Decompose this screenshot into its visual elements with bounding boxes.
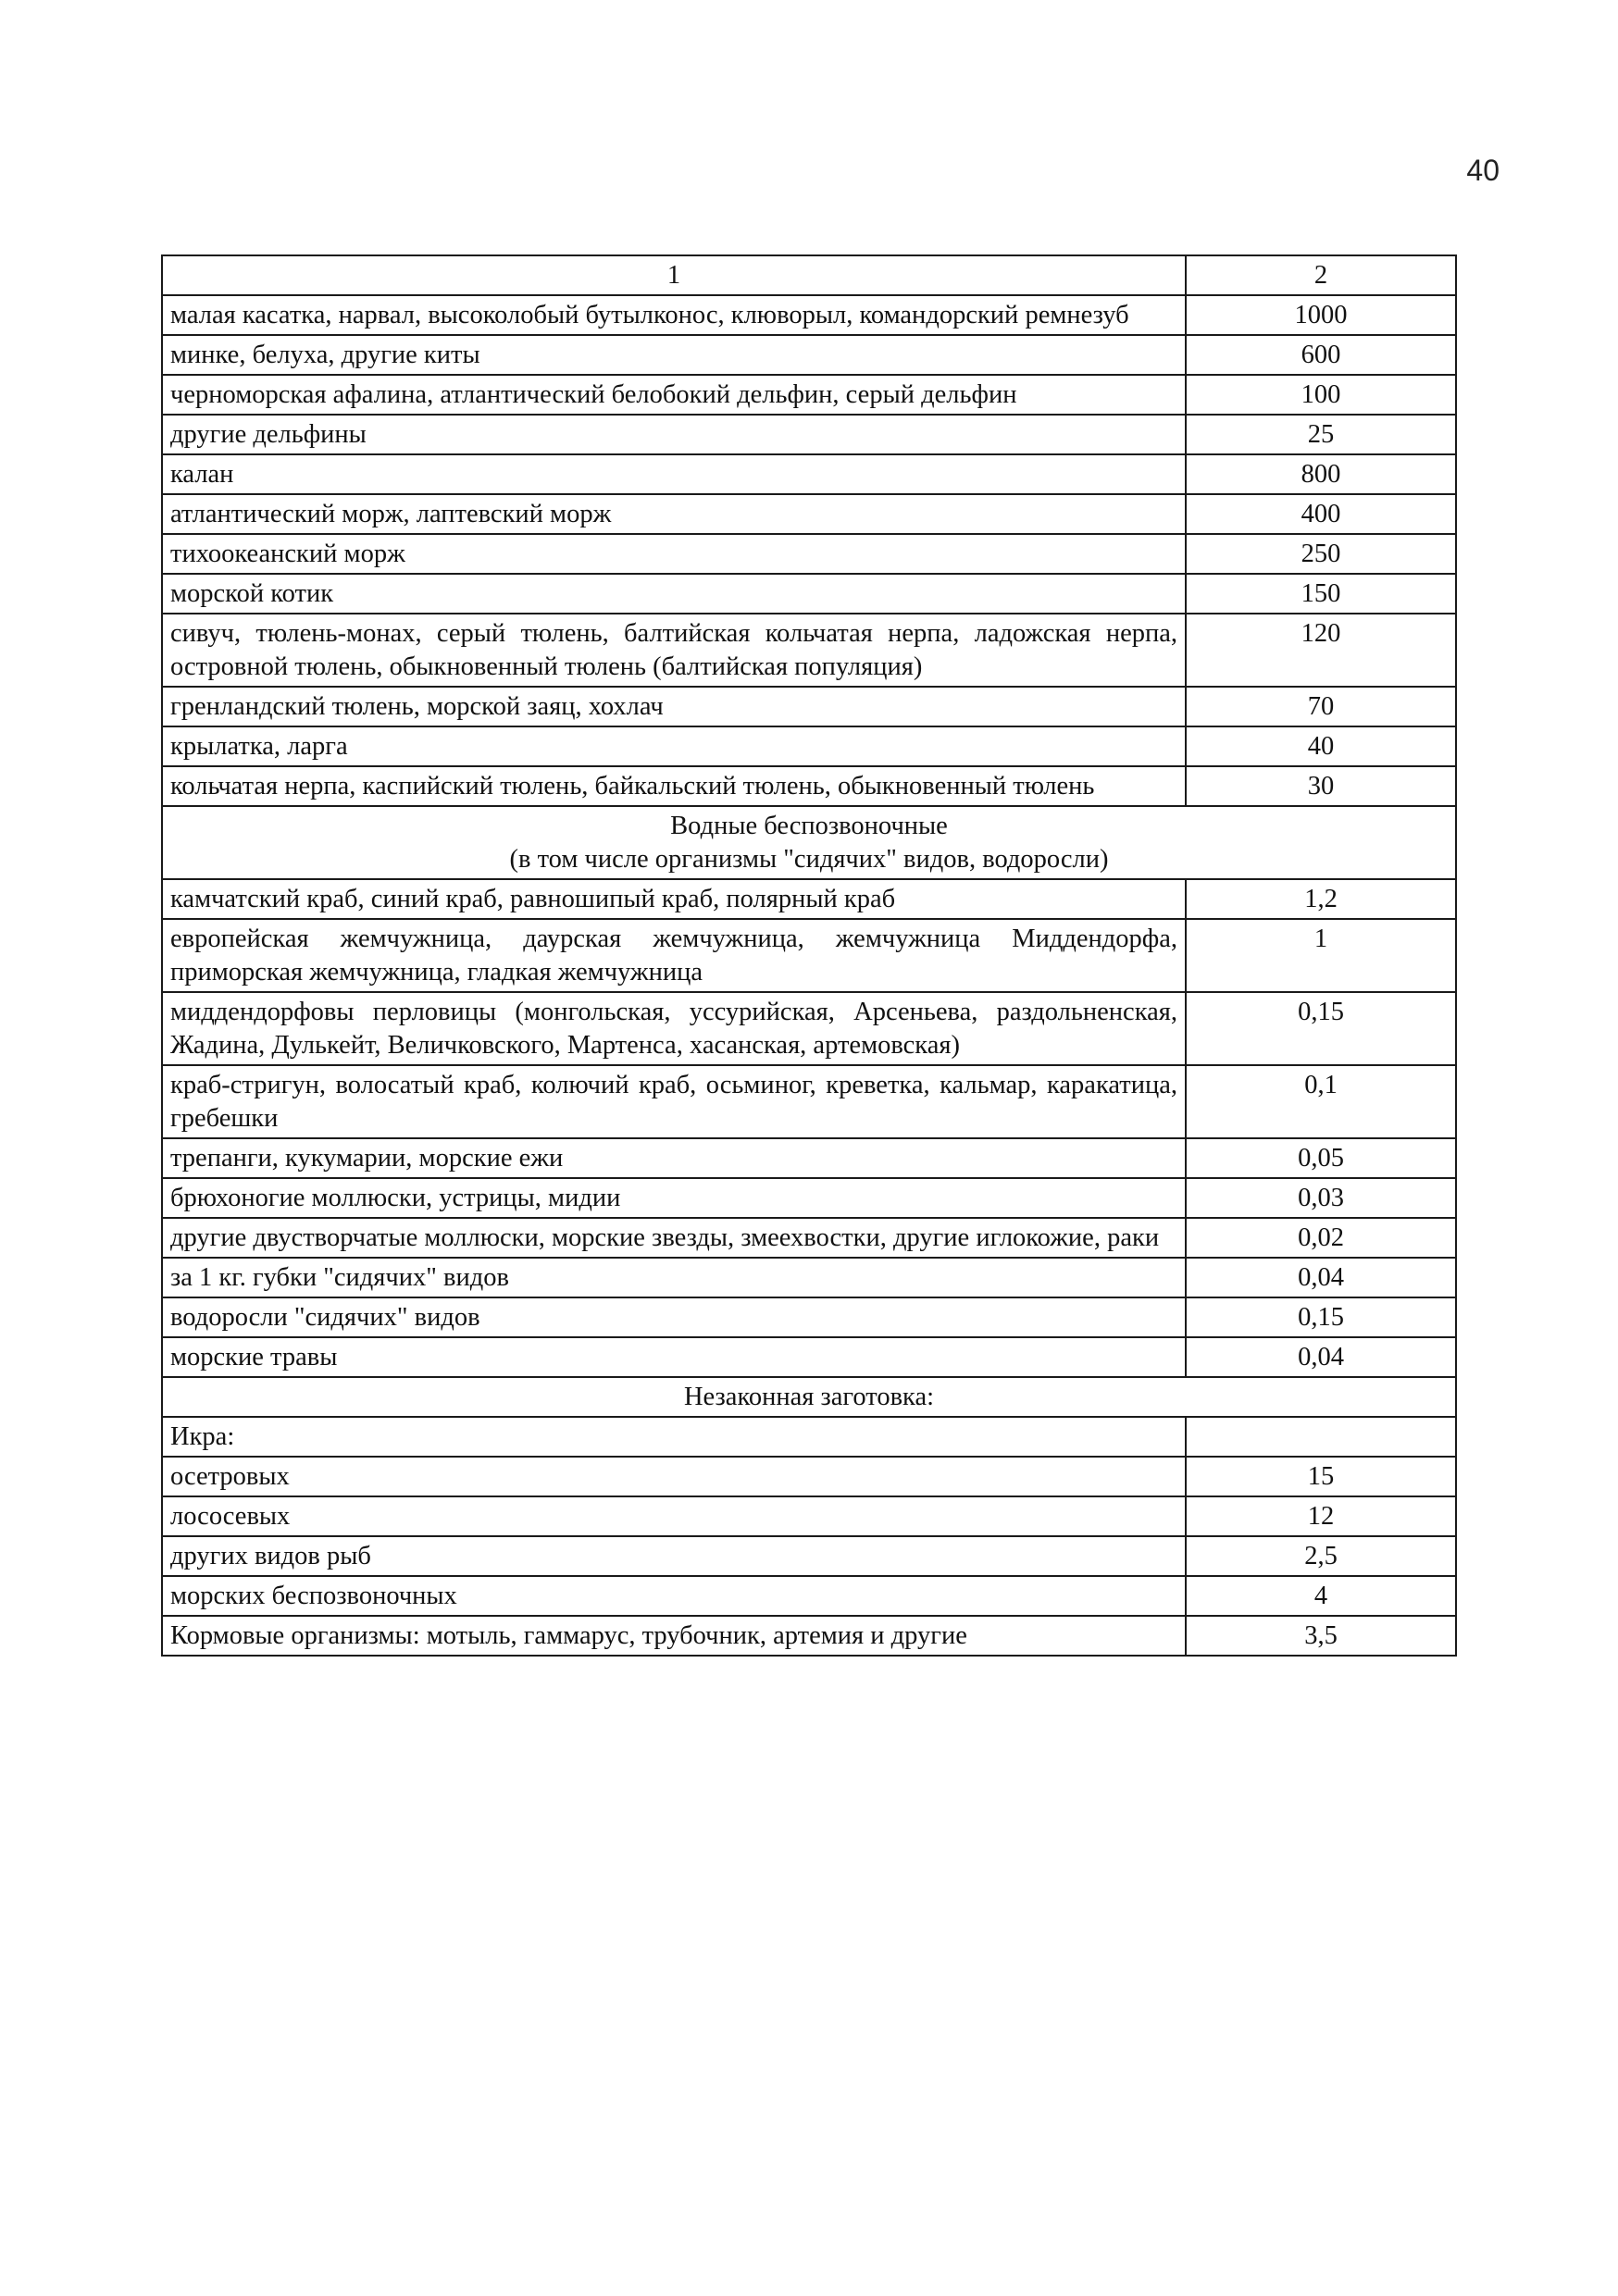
table-row xyxy=(162,1178,1456,1218)
table-row xyxy=(162,574,1456,614)
species-label: черноморская афалина, атлантический белобокий дельфин, серый дельфин xyxy=(162,375,1186,415)
table-header-row xyxy=(162,255,1456,295)
species-label: кольчатая нерпа, каспийский тюлень, байкальский тюлень, обыкновенный тюлень xyxy=(162,766,1186,806)
species-label: камчатский краб, синий краб, равношипый краб, полярный краб xyxy=(162,879,1186,919)
species-label: осетровых xyxy=(162,1457,1186,1496)
table-row xyxy=(162,1457,1456,1496)
table-row xyxy=(162,295,1456,335)
species-label: минке, белуха, другие киты xyxy=(162,335,1186,375)
table-row xyxy=(162,726,1456,766)
section-subtitle: (в том числе организмы "сидячих" видов, водоросли) xyxy=(509,845,1109,874)
table-row xyxy=(162,919,1456,992)
damage-rates-table xyxy=(161,254,1457,1657)
table-row xyxy=(162,335,1456,375)
rate-value: 12 xyxy=(1186,1496,1456,1536)
table-row xyxy=(162,879,1456,919)
table-row xyxy=(162,1218,1456,1258)
rate-value: 120 xyxy=(1186,614,1456,687)
rate-value: 0,02 xyxy=(1186,1218,1456,1258)
caviar-label: Икра: xyxy=(162,1417,1186,1457)
section-heading: Незаконная заготовка: xyxy=(162,1377,1456,1417)
rate-value: 4 xyxy=(1186,1576,1456,1616)
section-heading xyxy=(162,806,1456,879)
species-label: лососевых xyxy=(162,1496,1186,1536)
species-label: брюхоногие моллюски, устрицы, мидии xyxy=(162,1178,1186,1218)
rate-value: 0,15 xyxy=(1186,1297,1456,1337)
table-row xyxy=(162,454,1456,494)
table-row xyxy=(162,1258,1456,1297)
species-label: краб-стригун, волосатый краб, колючий краб, осьминог, креветка, кальмар, каракатица, гребешки xyxy=(162,1065,1186,1138)
rate-value: 0,04 xyxy=(1186,1258,1456,1297)
species-label: малая касатка, нарвал, высоколобый бутылконос, клюворыл, командорский ремнезуб xyxy=(162,295,1186,335)
rate-value: 600 xyxy=(1186,335,1456,375)
rate-value: 15 xyxy=(1186,1457,1456,1496)
table-row xyxy=(162,1138,1456,1178)
rate-value: 0,05 xyxy=(1186,1138,1456,1178)
rate-value: 0,04 xyxy=(1186,1337,1456,1377)
rate-value: 0,03 xyxy=(1186,1178,1456,1218)
section-row-illegal xyxy=(162,1377,1456,1417)
table-row xyxy=(162,1616,1456,1656)
species-label: европейская жемчужница, даурская жемчужница, жемчужница Миддендорфа, приморская жемчужница, гладкая жемчужница xyxy=(162,919,1186,992)
rate-value: 0,1 xyxy=(1186,1065,1456,1138)
rate-value: 40 xyxy=(1186,726,1456,766)
species-label: трепанги, кукумарии, морские ежи xyxy=(162,1138,1186,1178)
species-label: калан xyxy=(162,454,1186,494)
empty-cell xyxy=(1186,1417,1456,1457)
rate-value: 250 xyxy=(1186,534,1456,574)
species-label: гренландский тюлень, морской заяц, хохлач xyxy=(162,687,1186,726)
column-header-1: 1 xyxy=(162,255,1186,295)
table-row xyxy=(162,766,1456,806)
species-label: другие дельфины xyxy=(162,415,1186,454)
rate-value: 0,15 xyxy=(1186,992,1456,1065)
rate-value: 2,5 xyxy=(1186,1536,1456,1576)
species-label: тихоокеанский морж xyxy=(162,534,1186,574)
column-header-2: 2 xyxy=(1186,255,1456,295)
table-row xyxy=(162,1337,1456,1377)
species-label: атлантический морж, лаптевский морж xyxy=(162,494,1186,534)
table-row xyxy=(162,1297,1456,1337)
rate-value: 150 xyxy=(1186,574,1456,614)
table-row xyxy=(162,992,1456,1065)
rate-value: 1,2 xyxy=(1186,879,1456,919)
species-label: морской котик xyxy=(162,574,1186,614)
rate-value: 800 xyxy=(1186,454,1456,494)
species-label: других видов рыб xyxy=(162,1536,1186,1576)
section-title: Водные беспозвоночные xyxy=(670,812,948,840)
table-body xyxy=(162,255,1456,1656)
table-row xyxy=(162,494,1456,534)
species-label: миддендорфовы перловицы (монгольская, уссурийская, Арсеньева, раздольненская, Жадина, Дулькейт, Величковского, Мартенса, хасанская, артемовская) xyxy=(162,992,1186,1065)
rate-value: 3,5 xyxy=(1186,1616,1456,1656)
species-label: другие двустворчатые моллюски, морские звезды, змеехвостки, другие иглокожие, раки xyxy=(162,1218,1186,1258)
rate-value: 1 xyxy=(1186,919,1456,992)
rate-value: 30 xyxy=(1186,766,1456,806)
table-row xyxy=(162,375,1456,415)
table-row xyxy=(162,1065,1456,1138)
rate-value: 1000 xyxy=(1186,295,1456,335)
species-label: Кормовые организмы: мотыль, гаммарус, трубочник, артемия и другие xyxy=(162,1616,1186,1656)
rate-value: 400 xyxy=(1186,494,1456,534)
species-label: за 1 кг. губки "сидячих" видов xyxy=(162,1258,1186,1297)
species-label: сивуч, тюлень-монах, серый тюлень, балтийская кольчатая нерпа, ладожская нерпа, островной тюлень, обыкновенный тюлень (балтийская популяция) xyxy=(162,614,1186,687)
species-label: водоросли "сидячих" видов xyxy=(162,1297,1186,1337)
table-row xyxy=(162,687,1456,726)
rate-value: 100 xyxy=(1186,375,1456,415)
table-row xyxy=(162,614,1456,687)
caviar-header-row xyxy=(162,1417,1456,1457)
rate-value: 25 xyxy=(1186,415,1456,454)
table-row xyxy=(162,1496,1456,1536)
table-row xyxy=(162,415,1456,454)
rate-value: 70 xyxy=(1186,687,1456,726)
species-label: морских беспозвоночных xyxy=(162,1576,1186,1616)
section-row-invertebrates xyxy=(162,806,1456,879)
table-row xyxy=(162,1536,1456,1576)
species-label: морские травы xyxy=(162,1337,1186,1377)
table-row xyxy=(162,1576,1456,1616)
page-number: 40 xyxy=(1466,154,1500,187)
species-label: крылатка, ларга xyxy=(162,726,1186,766)
table-row xyxy=(162,534,1456,574)
